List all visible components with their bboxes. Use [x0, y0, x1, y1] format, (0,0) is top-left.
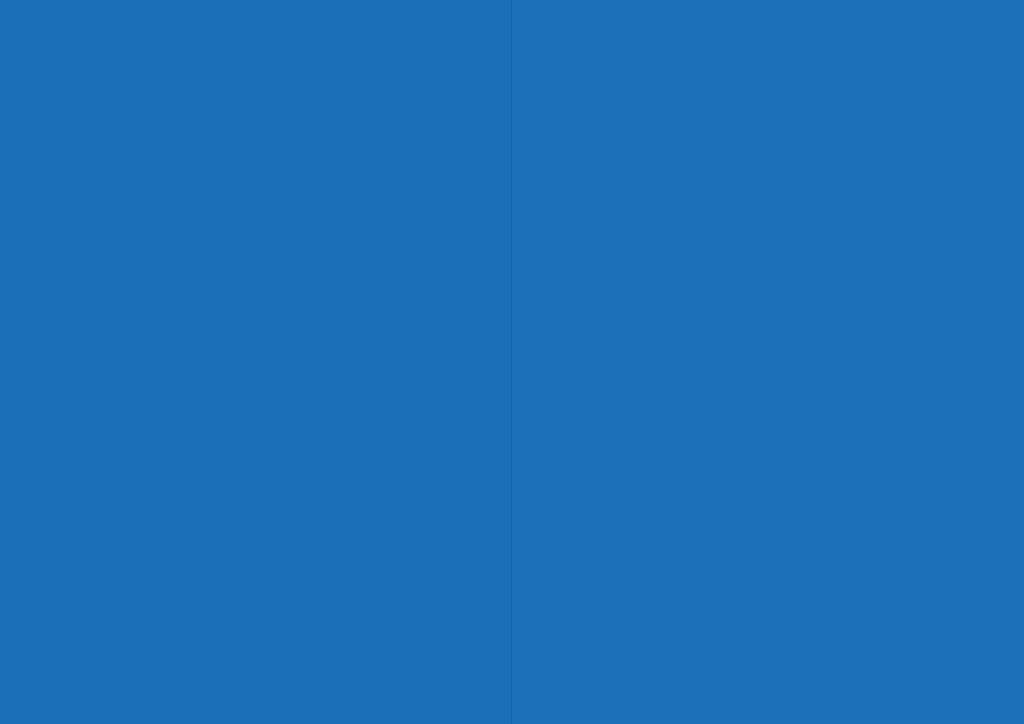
right-page [512, 0, 1024, 724]
